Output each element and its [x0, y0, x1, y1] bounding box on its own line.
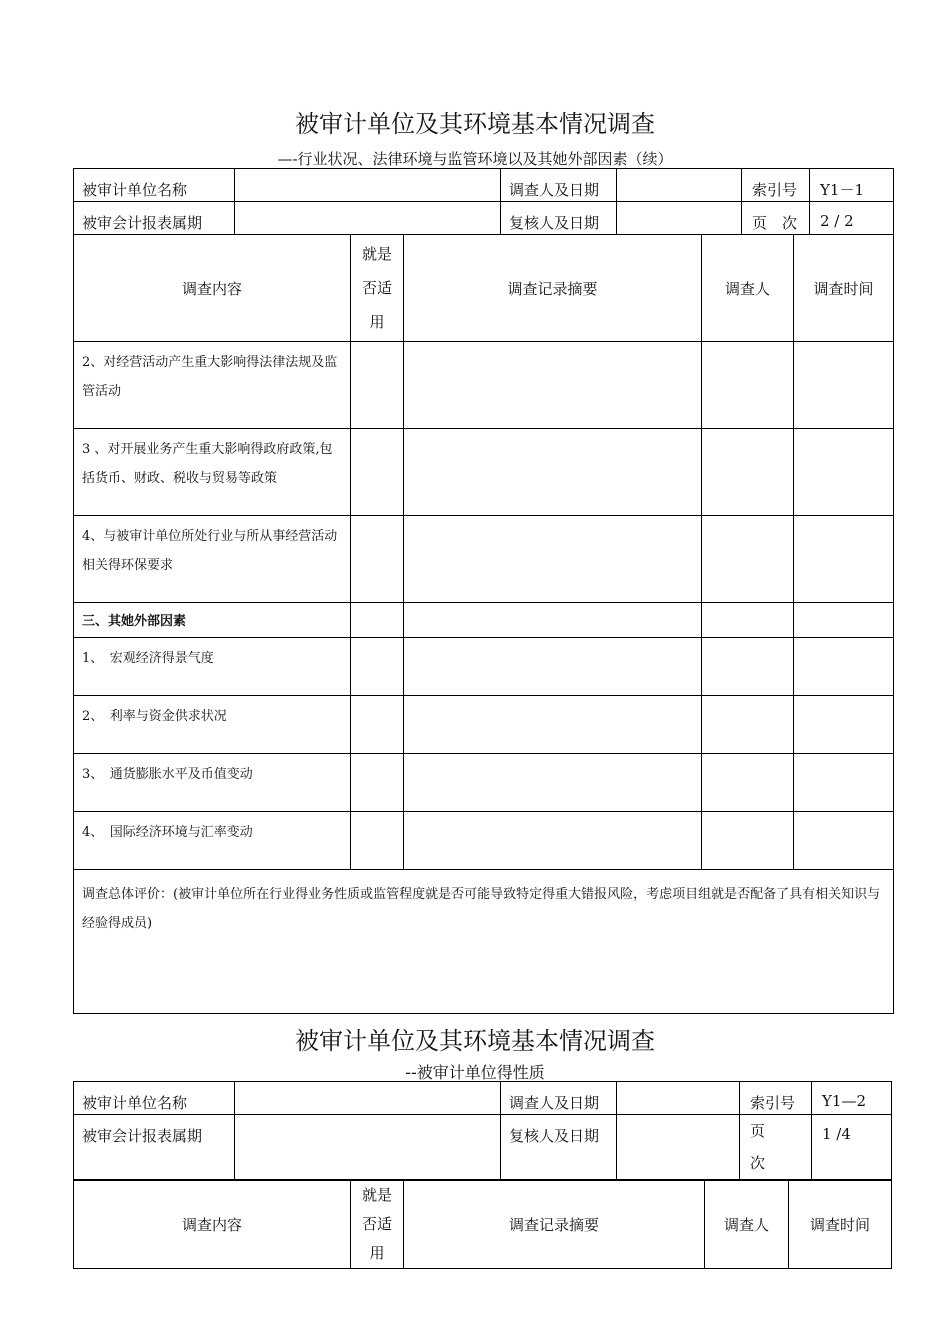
- factor-content: 4、 国际经济环境与汇率变动: [74, 812, 351, 870]
- column-applicable-line2: 否适: [361, 279, 392, 297]
- column-content: 调查内容: [74, 235, 351, 342]
- form2-header-table: [73, 1081, 892, 1180]
- table-row: [74, 429, 894, 516]
- applicable-cell[interactable]: [351, 429, 404, 516]
- summary-cell[interactable]: [404, 696, 702, 754]
- investigator-date-field[interactable]: [617, 169, 742, 202]
- applicable-cell[interactable]: [351, 812, 404, 870]
- investigator-cell[interactable]: [702, 603, 794, 638]
- column-applicable-line1: 就是: [361, 245, 392, 263]
- row-content: 3 、对开展业务产生重大影响得政府政策,包括货币、财政、税收与贸易等政策: [74, 429, 351, 516]
- investigator-cell[interactable]: [702, 812, 794, 870]
- column-summary: 调查记录摘要: [404, 235, 702, 342]
- form1-subtitle: —-行业状况、法律环境与监管环境以及其她外部因素（续）: [277, 150, 673, 168]
- summary-cell[interactable]: [404, 603, 702, 638]
- section-heading: 三、其她外部因素: [74, 603, 351, 638]
- table-row: [74, 516, 894, 603]
- applicable-cell[interactable]: [351, 603, 404, 638]
- report-period-field[interactable]: [235, 1115, 501, 1180]
- summary-cell[interactable]: [404, 516, 702, 603]
- investigator-cell[interactable]: [702, 696, 794, 754]
- summary-cell[interactable]: [404, 754, 702, 812]
- column-applicable-line3: 用: [369, 313, 385, 331]
- page-label-line2: 次: [750, 1154, 766, 1172]
- reviewer-date-field[interactable]: [617, 1115, 740, 1180]
- column-applicable: [351, 1181, 404, 1269]
- column-time: 调查时间: [789, 1181, 892, 1269]
- row-content: 4、与被审计单位所处行业与所从事经营活动相关得环保要求: [74, 516, 351, 603]
- table-row: [74, 754, 894, 812]
- time-cell[interactable]: [794, 516, 894, 603]
- form2-survey-table: [73, 1180, 892, 1269]
- form2-subtitle: --被审计单位得性质: [405, 1063, 545, 1082]
- time-cell[interactable]: [794, 603, 894, 638]
- summary-cell[interactable]: [404, 429, 702, 516]
- time-cell[interactable]: [794, 342, 894, 429]
- column-summary: 调查记录摘要: [404, 1181, 705, 1269]
- time-cell[interactable]: [794, 429, 894, 516]
- applicable-cell[interactable]: [351, 754, 404, 812]
- index-value: Y1－1: [810, 169, 894, 202]
- report-period-label: 被审会计报表属期: [74, 202, 235, 235]
- investigator-date-label: 调查人及日期: [501, 1082, 617, 1115]
- time-cell[interactable]: [794, 638, 894, 696]
- applicable-cell[interactable]: [351, 638, 404, 696]
- summary-cell[interactable]: [404, 342, 702, 429]
- entity-name-field[interactable]: [235, 1082, 501, 1115]
- column-applicable-line3: 用: [369, 1244, 385, 1262]
- entity-name-label: 被审计单位名称: [74, 1082, 235, 1115]
- factor-content: 3、 通货膨胀水平及币值变动: [74, 754, 351, 812]
- table-row: [74, 812, 894, 870]
- applicable-cell[interactable]: [351, 696, 404, 754]
- page-label: 页 次: [742, 202, 810, 235]
- investigator-date-label: 调查人及日期: [501, 169, 617, 202]
- column-applicable: [351, 235, 404, 342]
- column-investigator: 调查人: [702, 235, 794, 342]
- investigator-cell[interactable]: [702, 342, 794, 429]
- table-row: [74, 696, 894, 754]
- time-cell[interactable]: [794, 696, 894, 754]
- form1-header-table: [73, 168, 894, 235]
- applicable-cell[interactable]: [351, 342, 404, 429]
- report-period-field[interactable]: [235, 202, 501, 235]
- column-time: 调查时间: [794, 235, 894, 342]
- table-row: [74, 342, 894, 429]
- form1-survey-table: [73, 234, 894, 1014]
- column-investigator: 调查人: [705, 1181, 789, 1269]
- table-row: [74, 638, 894, 696]
- page-value: 1 /4: [812, 1115, 892, 1180]
- reviewer-date-field[interactable]: [617, 202, 742, 235]
- factor-content: 2、 利率与资金供求状况: [74, 696, 351, 754]
- summary-cell[interactable]: [404, 638, 702, 696]
- column-applicable-line2: 否适: [361, 1215, 392, 1233]
- investigator-cell[interactable]: [702, 754, 794, 812]
- index-label: 索引号: [740, 1082, 812, 1115]
- column-applicable-line1: 就是: [361, 1186, 392, 1204]
- index-value: Y1—2: [812, 1082, 892, 1115]
- entity-name-field[interactable]: [235, 169, 501, 202]
- applicable-cell[interactable]: [351, 516, 404, 603]
- overall-evaluation[interactable]: 调查总体评价：(被审计单位所在行业得业务性质或监管程度就是否可能导致特定得重大错报风险，考虑项目组就是否配备了具有相关知识与经验得成员): [74, 870, 894, 1014]
- form2-title: 被审计单位及其环境基本情况调查: [295, 1027, 655, 1055]
- reviewer-date-label: 复核人及日期: [501, 1115, 617, 1180]
- section-row: [74, 603, 894, 638]
- time-cell[interactable]: [794, 812, 894, 870]
- investigator-cell[interactable]: [702, 429, 794, 516]
- factor-content: 1、 宏观经济得景气度: [74, 638, 351, 696]
- evaluation-row: [74, 870, 894, 1014]
- form1-title: 被审计单位及其环境基本情况调查: [295, 110, 655, 138]
- column-content: 调查内容: [74, 1181, 351, 1269]
- investigator-date-field[interactable]: [617, 1082, 740, 1115]
- index-label: 索引号: [742, 169, 810, 202]
- summary-cell[interactable]: [404, 812, 702, 870]
- entity-name-label: 被审计单位名称: [74, 169, 235, 202]
- page-label-line1: 页: [750, 1122, 766, 1140]
- page-label: [740, 1115, 812, 1180]
- reviewer-date-label: 复核人及日期: [501, 202, 617, 235]
- investigator-cell[interactable]: [702, 516, 794, 603]
- page-value: 2 / 2: [810, 202, 894, 235]
- row-content: 2、对经营活动产生重大影响得法律法规及监管活动: [74, 342, 351, 429]
- investigator-cell[interactable]: [702, 638, 794, 696]
- time-cell[interactable]: [794, 754, 894, 812]
- report-period-label: 被审会计报表属期: [74, 1115, 235, 1180]
